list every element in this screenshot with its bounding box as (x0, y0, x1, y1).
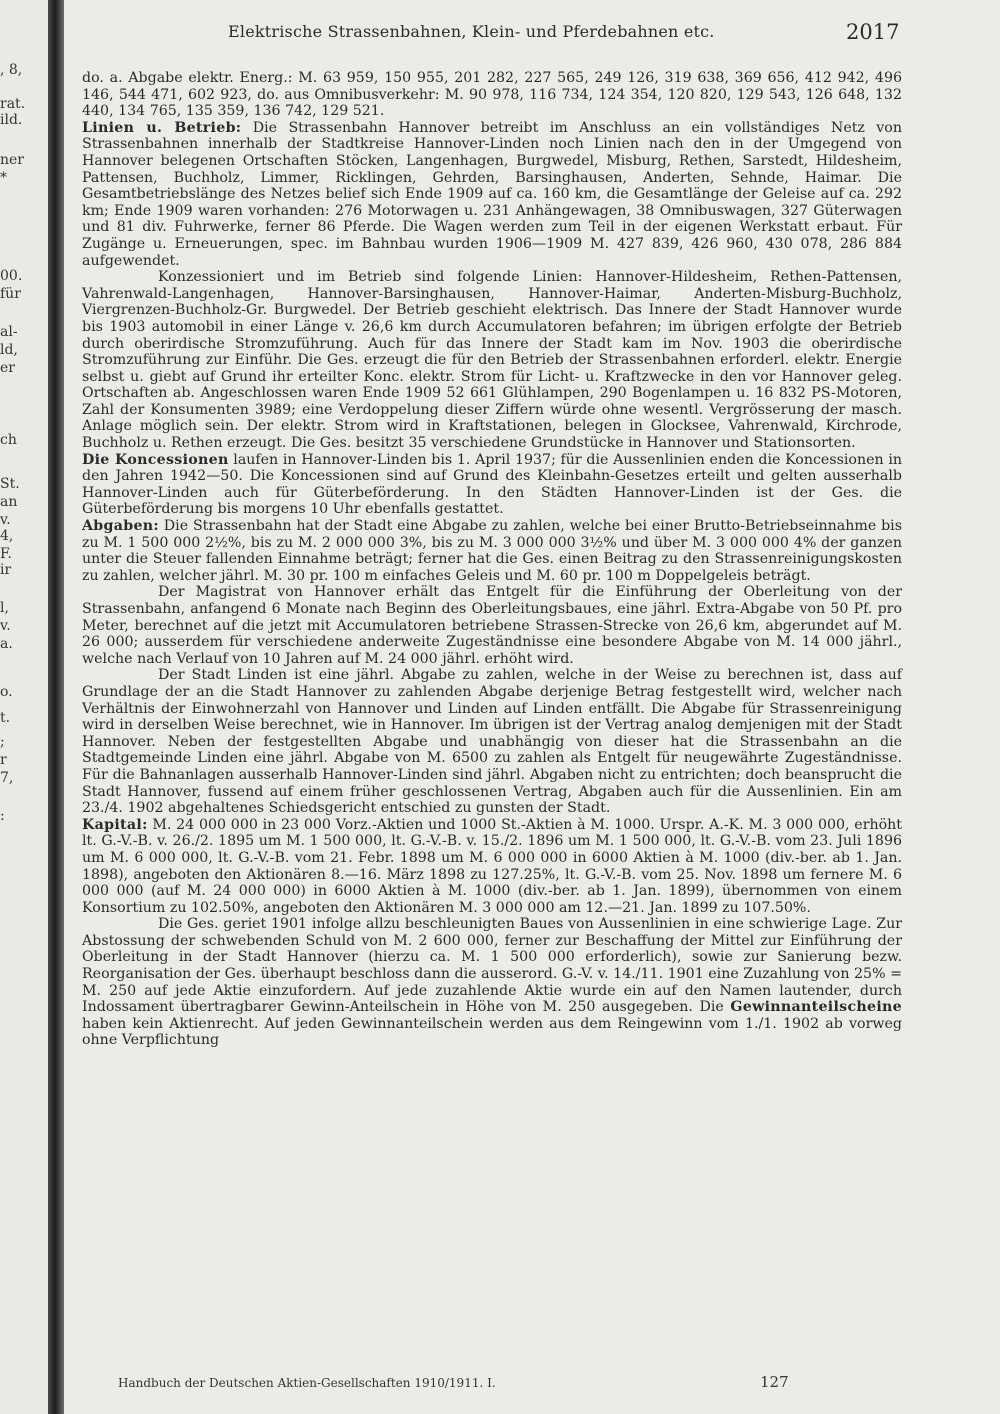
paragraph-concessions: Die Koncessionen laufen in Hannover-Linden bis 1. April 1937; für die Aussenlinien enden die Koncessionen in den Jahren 1942—50. Die Koncessionen sind auf Grund des Kleinbahn-Gesetzes erteilt und gelten ausserhalb Hannover-Linden auch für Güterbeförderung. In den Städten Hannover-Linden ist der Ges. die Güterbeförderung bis morgens 10 Uhr ebenfalls gestattet. (82, 451, 903, 518)
margin-fragment: an (0, 494, 18, 510)
margin-fragment: ; (0, 734, 5, 750)
binding-gutter (48, 0, 64, 1414)
paragraph-capital: Kapital: M. 24 000 000 in 23 000 Vorz.-Aktien und 1000 St.-Aktien à M. 1000. Urspr. A.-K. M. 3 000 000, erhöht lt. G.-V.-B. v. 26./2. 1895 um M. 1 500 000, lt. G.-V.-B. v. 15./2. 1896 um M. 1 500 000, lt. G.-V.-B. vom 23. Juli 1896 um M. 6 000 000, lt. G.-V.-B. vom 21. Febr. 1898 um M. 6 000 000 in 6000 Aktien à M. 1000 (div.-ber. ab 1. Jan. 1898), angeboten den Aktionären 8.—16. März 1898 zu 127.25%, lt. G.-V.-B. vom 25. Nov. 1898 um fernere M. 6 000 000 (auf M. 24 000 000) in 6000 Aktien à M. 1000 (div.-ber. ab 1. Jan. 1899), übernommen von einem Konsortium zu 102.50%, angeboten den Aktionären M. 3 000 000 am 12.—21. Jan. 1899 zu 107.50%. (82, 816, 902, 916)
margin-fragment: für (0, 286, 21, 302)
margin-fragment: t. (0, 710, 11, 726)
margin-fragment: a. (0, 636, 13, 652)
margin-fragment: 7, (0, 770, 14, 786)
paragraph-licensed-lines: Konzessioniert und im Betrieb sind folgende Linien: Hannover-Hildesheim, Rethen-Pattensen, Vahrenwald-Langenhagen, Hannover-Barsinghausen, Hannover-Haimar, Anderten-Misburg-Buchholz, Viergrenzen-Buchholz-Gr. Burgwedel. Der Betrieb geschieht elektrisch. Das Innere der Stadt Hannover wurde bis 1903 automobil in einer Länge v. 26,6 km durch Accumulatoren befahren; im übrigen erfolgte der Betrieb durch oberirdische Stromzuführung. Auch für das Innere der Stadt kam im Nov. 1903 die oberirdische Stromzuführung zur Einführ. Die Ges. erzeugt die für den Betrieb der Strassenbahnen erforderl. elektr. Energie selbst u. giebt auf Grund ihr erteilter Konc. elektr. Strom für Licht- u. Kraftzwecke in den vor Hannover geleg. Ortschaften ab. Angeschlossen waren Ende 1909 52 661 Glühlampen, 290 Bogenlampen u. 16 832 PS-Motoren, Zahl der Konsumenten 3989; eine Verdoppelung dieser Ziffern würde ohne wesentl. Vergrösserung der masch. Anlage möglich sein. Der elektr. Strom wird in Kraftstationen, belegen in Glocksee, Vahrenwald, Kirchrode, Buchholz u. Rethen erzeugt. Die Ges. besitzt 35 verschiedene Grundstücke in Hannover und Stationsorten. (82, 269, 902, 452)
signature-mark: 127 (760, 1373, 789, 1391)
margin-fragment: o. (0, 684, 13, 700)
margin-fragment: er (0, 360, 15, 376)
section-heading: Linien u. Betrieb: (82, 119, 242, 136)
paragraph-revenue: do. a. Abgabe elektr. Energ.: M. 63 959, 150 955, 201 282, 227 565, 249 126, 319 638, 369 656, 412 942, 496 146, 544 471, 602 923, do. aus Omnibusverkehr: M. 90 978, 116 734, 124 354, 120 820, 129 543, 126 648, 132 440, 134 765, 135 359, 136 742, 129 521. (82, 70, 902, 120)
margin-fragment: ld, (0, 342, 18, 358)
margin-fragment: rat. (0, 96, 26, 112)
margin-fragment: , 8, (0, 62, 23, 78)
page-number: 2017 (846, 20, 900, 44)
paragraph-linden: Der Stadt Linden ist eine jährl. Abgabe zu zahlen, welche in der Weise zu berechnen ist, dass auf Grundlage der an die Stadt Hannover zu zahlenden Abgabe derjenige Betrag festgestellt wird, welcher nach Verhältnis der Einwohnerzahl von Hannover und Linden auf Linden entfällt. Die Abgabe für Strassenreinigung wird in derselben Weise berechnet, wie in Hannover. Im übrigen ist der Vertrag analog demjenigen mit der Stadt Hannover. Neben der festgestellten Abgabe und unabhängig von dieser hat die Strassenbahn an die Stadtgemeinde Linden eine jährl. Abgabe von M. 6500 zu zahlen als Entgelt für neugewährte Zugeständnisse. Für die Bahnanlagen ausserhalb Hannover-Linden sind jährl. Abgaben nicht zu entrichten; doch beansprucht die Stadt Hannover, fussend auf einem früher geschlossenen Vertrag, Abgaben auch für die Aussenlinien. Ein am 23./4. 1902 abgehaltenes Schiedsgericht entschied zu gunsten der Stadt. (82, 667, 902, 817)
margin-fragment: St. (0, 476, 20, 492)
adjacent-page-margin (0, 0, 48, 1414)
paragraph-magistrate: Der Magistrat von Hannover erhält das Entgelt für die Einführung der Oberleitung von der Strassenbahn, anfangend 6 Monate nach Beginn des Oberleitungsbaues, eine jährl. Extra-Abgabe von 50 Pf. pro Meter, berechnet auf die jetzt mit Accumulatoren betriebene Strassen-Strecke von 26,6 km, abgerundet auf M. 26 000; ausserdem für verschiedene anderweite Zugeständnisse eine besondere Abgabe von M. 14 000 jährl., welche nach Verlauf von 10 Jahren auf M. 24 000 jährl. erhöht wird. (82, 584, 902, 667)
margin-fragment: : (0, 808, 5, 824)
margin-fragment: ch (0, 432, 17, 448)
running-title: Elektrische Strassenbahnen, Klein- und Pferdebahnen etc. (228, 22, 715, 41)
inline-bold-term: Gewinnanteilscheine (730, 999, 902, 1016)
paragraph-lines-operation: Linien u. Betrieb: Die Strassenbahn Hannover betreibt im Anschluss an ein vollständiges Netz von Strassenbahnen innerhalb der Stadtkreise Hannover-Linden noch Linien nach den in der Umgegend von Hannover belegenen Ortschaften Stöcken, Langenhagen, Burgwedel, Misburg, Rethen, Sarstedt, Hildesheim, Pattensen, Buchholz, Limmer, Ricklingen, Gehrden, Barsinghausen, Anderten, Sehnde, Haimar. Die Gesamtbetriebslänge des Netzes belief sich Ende 1909 auf ca. 160 km, die Gesamtlänge der Geleise auf ca. 292 km; Ende 1909 waren vorhanden: 276 Motorwagen u. 231 Anhängewagen, 38 Omnibuswagen, 327 Güterwagen und 81 div. Fuhrwerke, ferner 86 Pferde. Die Wagen werden zum Teil in der eigenen Werkstatt erbaut. Für Zugänge u. Erneuerungen, spec. im Bahnbau wurden 1906—1909 M. 427 839, 426 960, 430 078, 286 884 aufgewendet. (82, 119, 902, 269)
margin-fragment: 4, (0, 528, 14, 544)
margin-fragment: v. (0, 618, 11, 634)
margin-fragment: * (0, 170, 7, 186)
section-heading: Die Koncessionen (82, 451, 229, 468)
margin-fragment: F. (0, 546, 12, 562)
margin-fragment: al- (0, 324, 18, 340)
margin-fragment: v. (0, 512, 11, 528)
margin-fragment: r (0, 752, 7, 768)
margin-fragment: ner (0, 152, 24, 168)
section-heading: Kapital: (82, 816, 148, 833)
margin-fragment: ir (0, 562, 12, 578)
margin-fragment: 00. (0, 268, 23, 284)
paragraph-reorganisation: Die Ges. geriet 1901 infolge allzu beschleunigten Baues von Aussenlinien in eine schwierige Lage. Zur Abstossung der schwebenden Schuld von M. 2 600 000, ferner zur Beschaffung der Mittel zur Einführung der Oberleitung in der Stadt Hannover (hierzu ca. M. 1 500 000 erforderlich), sowie zur Sanierung bezw. Reorganisation der Ges. überhaupt beschloss dann die ausserord. G.-V. v. 14./11. 1901 eine Zuzahlung von 25% = M. 250 auf jede Aktie einzufordern. Auf jede zuzahlende Aktie wurde ein auf den Namen lautender, durch Indossament übertragbarer Gewinn-Anteilschein in Höhe von M. 250 ausgegeben. Die Gewinnanteilscheine haben kein Aktienrecht. Auf jeden Gewinnanteilschein werden aus dem Reingewinn vom 1./1. 1902 ab vorweg ohne Verpflichtung (82, 916, 902, 1049)
margin-fragment: l, (0, 600, 9, 616)
body-text (82, 70, 902, 1049)
publication-footer: Handbuch der Deutschen Aktien-Gesellschaften 1910/1911. I. (118, 1376, 496, 1390)
paragraph-levies: Abgaben: Die Strassenbahn hat der Stadt eine Abgabe zu zahlen, welche bei einer Brutto-Betriebseinnahme bis zu M. 1 500 000 2½%, bis zu M. 2 000 000 3%, bis zu M. 3 000 000 3½% und über M. 3 000 000 4% der ganzen unter die Steuer fallenden Einnahme beträgt; ferner hat die Ges. einen Beitrag zu den Strassenreinigungskosten zu zahlen, welcher jährl. M. 30 pr. 100 m einfaches Geleis und M. 60 pr. 100 m Doppelgeleis beträgt. (82, 518, 902, 584)
margin-fragment: ild. (0, 112, 23, 128)
section-heading: Abgaben: (82, 518, 159, 535)
